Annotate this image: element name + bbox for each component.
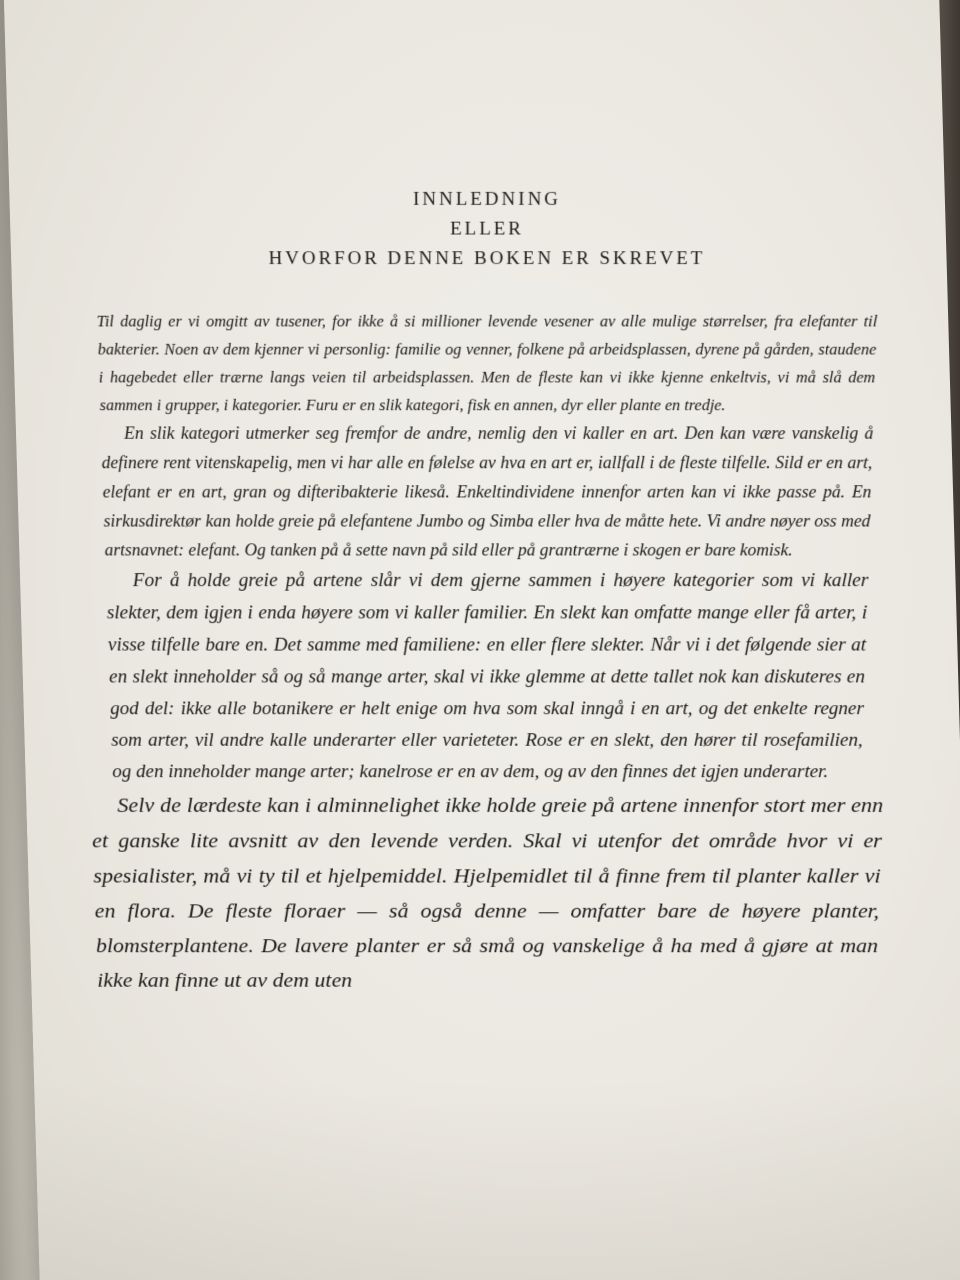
- heading-line-1: INNLEDNING: [412, 188, 562, 210]
- chapter-heading: [92, 185, 882, 274]
- body-text: [91, 307, 884, 998]
- paragraph-2: En slik kategori utmerker seg fremfor de andre, nemlig den vi kaller en art. Den kan være vanskelig å definere rent vitenskapelig, men vi har alle en følelse av hva en art er, iallfall i de fleste tilfelle. Sild er en art, elefant er en art, gran og difteribakterie likeså. Enkeltindividene innenfor arten kan vi ikke passe på. En sirkusdirektør kan holde greie på elefantene Jumbo og Simba eller hva de måtte hete. Vi andre nøyer oss med artsnavnet: elefant. Og tanken på å sette navn på sild eller på grantrærne i skogen er bare komisk.: [101, 423, 874, 560]
- page-content: [92, 185, 882, 998]
- paragraph-1: Til daglig er vi omgitt av tusener, for ikke å si millioner levende vesener av alle mulige størrelser, fra elefanter til bakterier. Noen av dem kjenner vi personlig: familie og venner, folkene på arbeidsplassen, dyrene på gården, staudene i hagebedet eller trærne langs veien til arbeidsplassen. Men de fleste kan vi ikke kjenne enkeltvis, vi må slå dem sammen i grupper, i kategorier. Furu er en slik kategori, fisk en annen, dyr eller plante en tredje.: [96, 311, 878, 415]
- heading-line-2: ELLER: [450, 218, 524, 240]
- paragraph-4: Selv de lærdeste kan i alminnelighet ikke holde greie på artene innenfor stort mer enn et ganske lite avsnitt av den levende verden. Skal vi utenfor det område hvor vi er spesialister, må vi ty til et hjelpemiddel. Hjelpemidlet til å finne frem til planter kaller vi en flora. De fleste floraer — så også denne — omfatter bare de høyere planter, blomsterplantene. De lavere planter er så små og vanskelige å ha med å gjøre at man ikke kan finne ut av dem uten: [91, 794, 884, 992]
- heading-line-3: HVORFOR DENNE BOKEN ER SKREVET: [268, 248, 706, 269]
- paragraph-3: For å holde greie på artene slår vi dem gjerne sammen i høyere kategorier som vi kaller slekter, dem igjen i enda høyere som vi kaller familier. En slekt kan omfatte mange eller få arter, i visse tilfelle bare en. Det samme med familiene: en eller flere slekter. Når vi i det følgende sier at en slekt inneholder så og så mange arter, skal vi ikke glemme at dette tallet nok kan diskuteres en god del: ikke alle botanikere er helt enige om hva som skal inngå i en art, og det enkelte regner som arter, vil andre kalle underarter eller varieteter. Rose er en slekt, den hører til rosefamilien, og den inneholder mange arter; kanelrose er en av dem, og av den finnes det igjen underarter.: [106, 570, 869, 782]
